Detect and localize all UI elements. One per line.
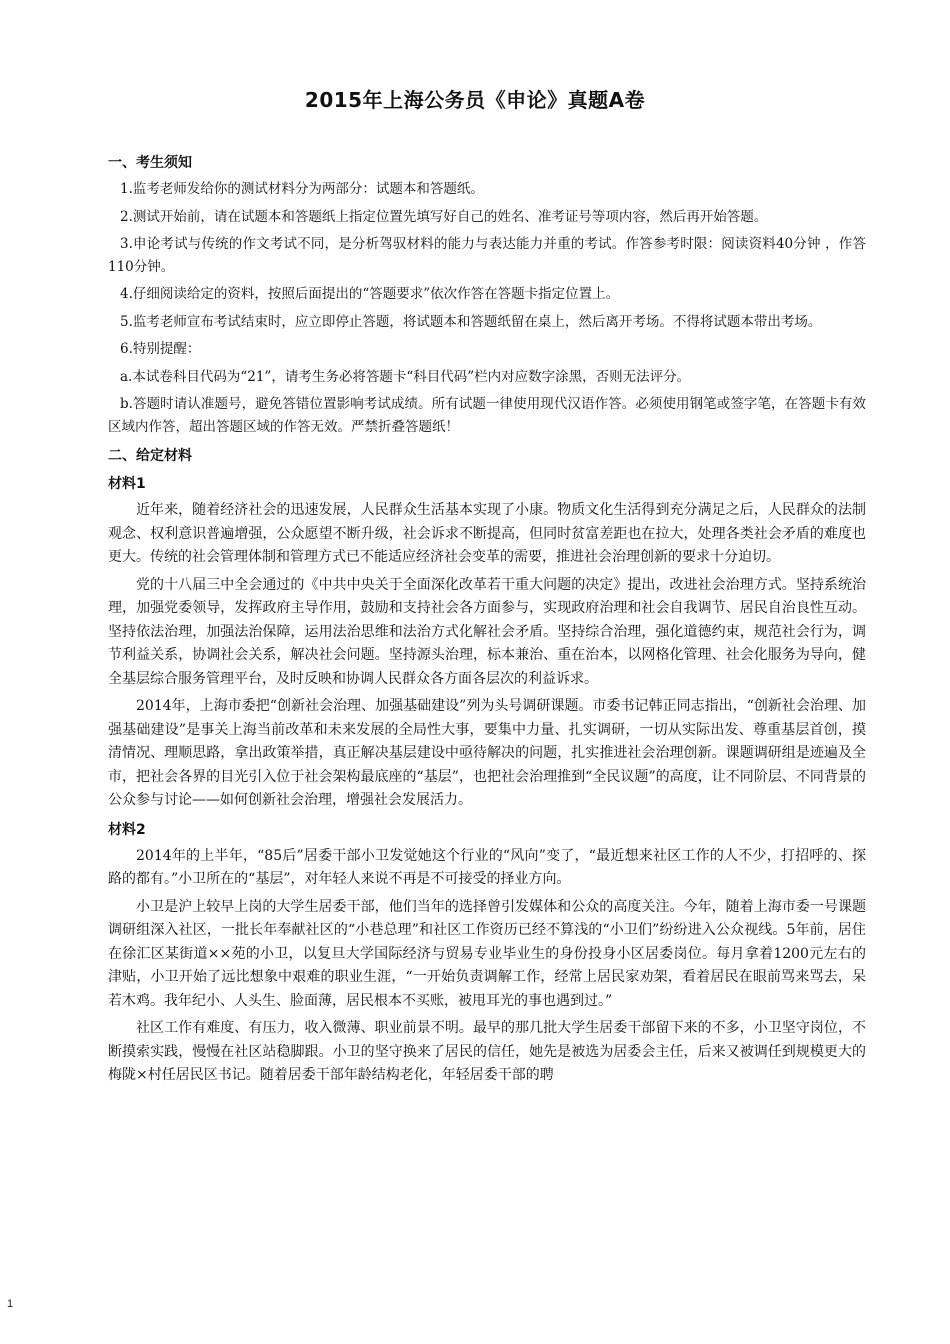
page-number: 1	[7, 1298, 14, 1310]
material-paragraph: 党的十八届三中全会通过的《中共中央关于全面深化改革若干重大问题的决定》提出，改进社会治理方式。坚持系统治理，加强党委领导，发挥政府主导作用，鼓励和支持社会各方面参与，实现政府治理和社会自我调节、居民自治良性互动。坚持依法治理，加强法治保障，运用法治思维和法治方式化解社会矛盾。坚持综合治理，强化道德约束，规范社会行为，调节利益关系，协调社会关系，解决社会问题。坚持源头治理，标本兼治、重在治本，以网格化管理、社会化服务为导向，健全基层综合服务管理平台，及时反映和协调人民群众各方面各层次的利益诉求。	[108, 576, 866, 687]
material-paragraph: 2014年的上半年，“85后”居委干部小卫发觉她这个行业的“风向”变了，“最近想来社区工作的人不少，打招呼的、探路的都有。”小卫所在的“基层”，对年轻人来说不再是不可接受的择业方向。	[108, 847, 866, 887]
material-1-text	[108, 499, 866, 813]
material-paragraph: 小卫是沪上较早上岗的大学生居委干部，他们当年的选择曾引发媒体和公众的高度关注。今年，随着上海市委一号课题调研组深入社区，一批长年奉献社区的“小巷总理”和社区工作资历已经不算浅的“小卫们”纷纷进入公众视线。5年前，居住在徐汇区某街道××苑的小卫，以复旦大学国际经济与贸易专业毕业生的身份投身小区居委岗位。每月拿着1200元左右的津贴，小卫开始了远比想象中艰难的职业生涯，“一开始负责调解工作，经常上居民家劝架，看着居民在眼前骂来骂去，呆若木鸡。我年纪小、人头生、脸面薄，居民根本不买账，被甩耳光的事也遇到过。”	[108, 898, 866, 1009]
material-1-label: 材料1	[108, 476, 146, 492]
notice-list	[108, 178, 866, 438]
material-paragraph: 2014年，上海市委把“创新社会治理、加强基础建设”列为头号调研课题。市委书记韩正同志指出，“创新社会治理、加强基础建设”是事关上海当前改革和未来发展的全局性大事，要集中力量、扎实调研，一切从实际出发、尊重基层首创，摸清情况、理顺思路，拿出政策举措，真正解决基层建设中亟待解决的问题，扎实推进社会治理创新。课题调研组是迹遍及全市，把社会各界的目光引入位于社会架构最底座的“基层”，也把社会治理推到“全民议题”的高度，让不同阶层、不同背景的公众参与讨论——如何创新社会治理，增强社会发展活力。	[108, 698, 866, 808]
material-2-text	[108, 845, 866, 1088]
material-2-label: 材料2	[108, 821, 146, 838]
notice-item: b.答题时请认准题号，避免答错位置影响考试成绩。所有试题一律使用现代汉语作答。必须使用钢笔或签字笔，在答题卡有效区域内作答，超出答题区域的作答无效。严禁折叠答题纸！	[108, 396, 866, 435]
notice-item: 4.仔细阅读给定的资料，按照后面提出的“答题要求”依次作答在答题卡指定位置上。	[120, 286, 620, 302]
notice-item: a.本试卷科目代码为“21”，请考生务必将答题卡“科目代码”栏内对应数字涂黑，否则无法评分。	[120, 368, 691, 385]
notice-item: 6.特别提醒：	[120, 341, 201, 357]
notice-item: 3.申论考试与传统的作文考试不同，是分析驾驭材料的能力与表达能力并重的考试。作答参考时限：阅读资料40分钟 ，作答110分钟。	[108, 236, 866, 275]
section-heading-materials: 二、给定材料	[108, 448, 192, 464]
notice-item: 1.监考老师发给你的测试材料分为两部分：试题本和答题纸。	[120, 181, 484, 197]
notice-item: 5.监考老师宣布考试结束时，应立即停止答题，将试题本和答题纸留在桌上，然后离开考场。不得将试题本带出考场。	[120, 313, 822, 330]
material-paragraph: 社区工作有难度、有压力，收入微薄、职业前景不明。最早的那几批大学生居委干部留下来的不多，小卫坚守岗位，不断摸索实践，慢慢在社区站稳脚跟。小卫的坚守换来了居民的信任，她先是被选为居委会主任，后来又被调任到规模更大的梅陇×村任居民区书记。随着居委干部年龄结构老化，年轻居委干部的聘	[108, 1020, 866, 1083]
document-body	[108, 150, 866, 1092]
document-title: 2015年上海公务员《申论》真题A卷	[304, 88, 646, 112]
notice-item: 2.测试开始前，请在试题本和答题纸上指定位置先填写好自己的姓名、准考证号等项内容，然后再开始答题。	[120, 208, 768, 225]
material-paragraph: 近年来，随着经济社会的迅速发展，人民群众生活基本实现了小康。物质文化生活得到充分满足之后，人民群众的法制观念、权利意识普遍增强，公众愿望不断升级，社会诉求不断提高，但同时贫富差距也在拉大，处理各类社会矛盾的难度也更大。传统的社会管理体制和管理方式已不能适应经济社会变革的需要，推进社会治理创新的要求十分迫切。	[108, 502, 866, 565]
section-heading-notice: 一、考生须知	[108, 155, 192, 171]
